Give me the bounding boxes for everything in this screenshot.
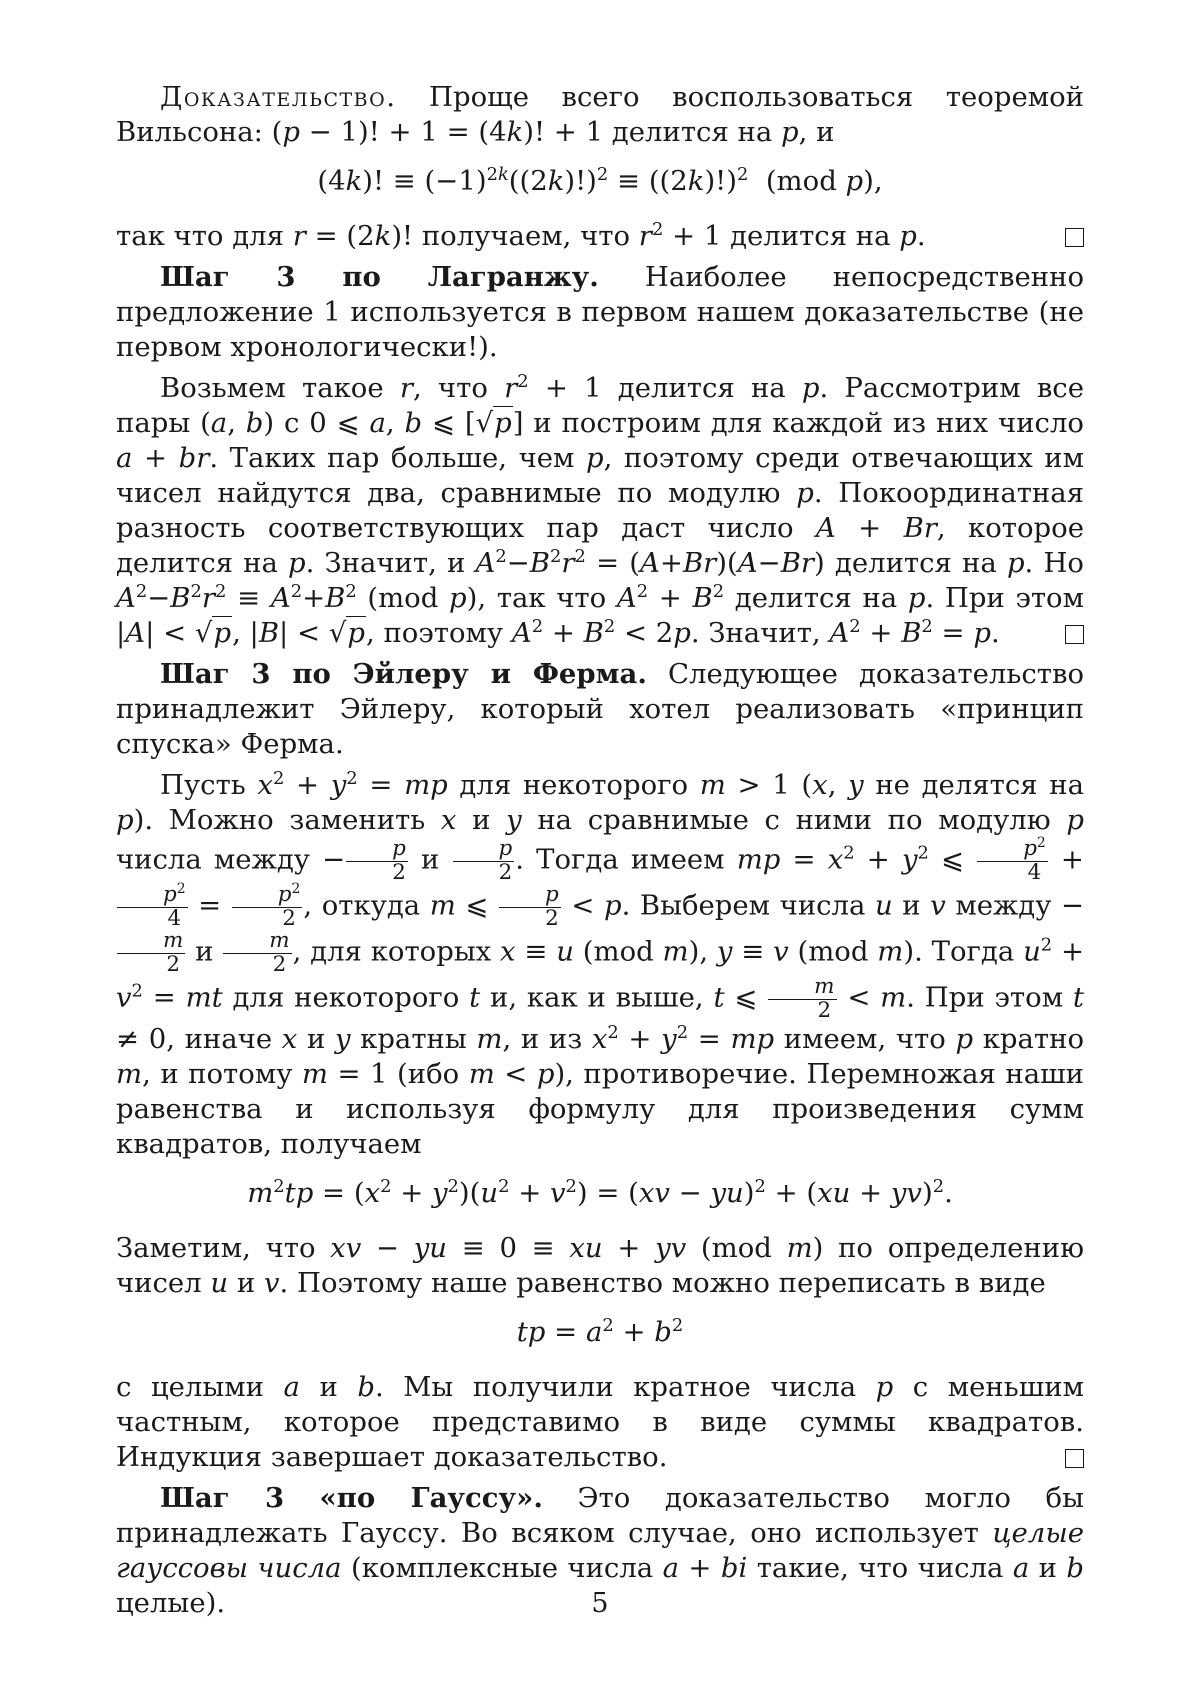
gauss-body: Это доказательство могло бы принадлежать Гауссу. Во всяком случае, оно использует <box>116 1482 1084 1550</box>
gauss-term: целые гауссовы числа <box>116 1517 1084 1585</box>
proof-label: Доказательство. <box>160 81 397 113</box>
euler-heading: Шаг 3 по Эйлеру и Ферма. <box>160 658 647 690</box>
page-number: 5 <box>591 1588 609 1619</box>
page-text <box>116 80 1084 1627</box>
wilson-formula: (4k)! ≡ $(-1)^{2k}((2k)!)^2 \equiv ((2k)!)^2$ (mod p), <box>317 163 883 197</box>
lagrange-paragraph <box>116 260 1084 365</box>
lagrange-body: Возьмем такое r, что $r^2 + 1$ делится на p. Рассмотрим все пары (a, b) с 0 ⩽ a, b ⩽ [√p] и построим для каждой из них число a + br. Таких пар больше, чем p, поэтому среди отвечающих им чисел найдутся два, сравнимые по модулю p. Покоординатная разность соответствующих пар даст число A + Br, которое делится на p. Значит, и $A^2-B^2r^2 = (A+Br)(A-Br)$ делится на p. Но $A^2-B^2r^2 \equiv A^2+B^2$ (mod p), так что $A^2 + B^2$ делится на p. При этом |A| < √p, |B| < √p, поэтому $A^2 + B^2 < 2p$. Значит, $A^2 + B^2 = p$. <box>116 370 1085 649</box>
euler-intro: Следующее доказательство принадлежит Эйлеру, который хотел реализовать «принцип спуска» Ферма. <box>116 658 1084 760</box>
euler-paragraph <box>116 657 1084 762</box>
proof-end: так что для r = (2k)! получаем, что $r^2 + 1$ делится на p. <box>116 219 1084 254</box>
qed-square-icon <box>1065 228 1084 247</box>
qed-square-icon <box>1065 625 1084 644</box>
euler-after: Заметим, что xv − yu ≡ 0 ≡ xu + yv (mod m) по определению чисел u и v. Поэтому наше равенство можно переписать в виде <box>116 1232 1085 1300</box>
euler-body: Пусть $x^2 + y^2$ = mp для некоторого m > 1 (x, y не делятся на p). Можно заменить x и y на сравнимые с ними по модулю p числа между − $\frac{p}{2}$ и $\frac{p}{2}$ . Тогда имеем mp = $x^2 + y^2$ ⩽ $\frac{p^2}{4}$ + $\frac{p^2}{4}$ = $\frac{p^2}{2}$ , откуда m ⩽ $\frac{p}{2}$ < p. Выберем числа u и v между − $\frac{m}{2}$ и $\frac{m}{2}$ , для которых x ≡ u (mod m), y ≡ v (mod m). Тогда $u^2 + v^2$ = mt для некоторого t и, как и выше, t ⩽ $\frac{m}{2}$ < m. При этом t ≠ 0, иначе x и y кратны m, и из $x^2 + y^2$ = mp имеем, что p кратно m, и потому m = 1 (ибо m < p), противоречие. Перемножая наши равенства и используя формулу для произведения сумм квадратов, получаем <box>116 767 1085 1161</box>
proof-paragraph: Доказательство. Проще всего воспользоваться теоремой Вильсона: (p − 1)! + 1 = (4k)! + 1 делится на p, и <box>116 81 1084 148</box>
product-formula: $m^2tp = (x^2 + y^2)(u^2 + v^2) = (xv - yu)^2 + (xu + yv)^2$. <box>247 1175 953 1210</box>
lagrange-heading: Шаг 3 по Лагранжу. <box>160 261 599 293</box>
gauss-paragraph: Шаг 3 «по Гауссу». Это доказательство могло бы принадлежать Гауссу. Во всяком случае, оно использует целые гауссовы числа (комплексные числа a + bi такие, что числа a и b целые). <box>116 1482 1085 1620</box>
lagrange-intro: Наиболее непосредственно предложение 1 используется в первом нашем доказательстве (не первом хронологически!). <box>116 261 1085 363</box>
euler-end: с целыми a и b. Мы получили кратное числа p с меньшим частным, которое представимо в виде суммы квадратов. Индукция завершает доказательство. <box>116 1371 1085 1474</box>
tp-formula: tp = $a^2 + b^2$ <box>516 1314 684 1349</box>
qed-square-icon <box>1065 1449 1084 1468</box>
gauss-heading: Шаг 3 «по Гауссу». <box>160 1482 543 1515</box>
